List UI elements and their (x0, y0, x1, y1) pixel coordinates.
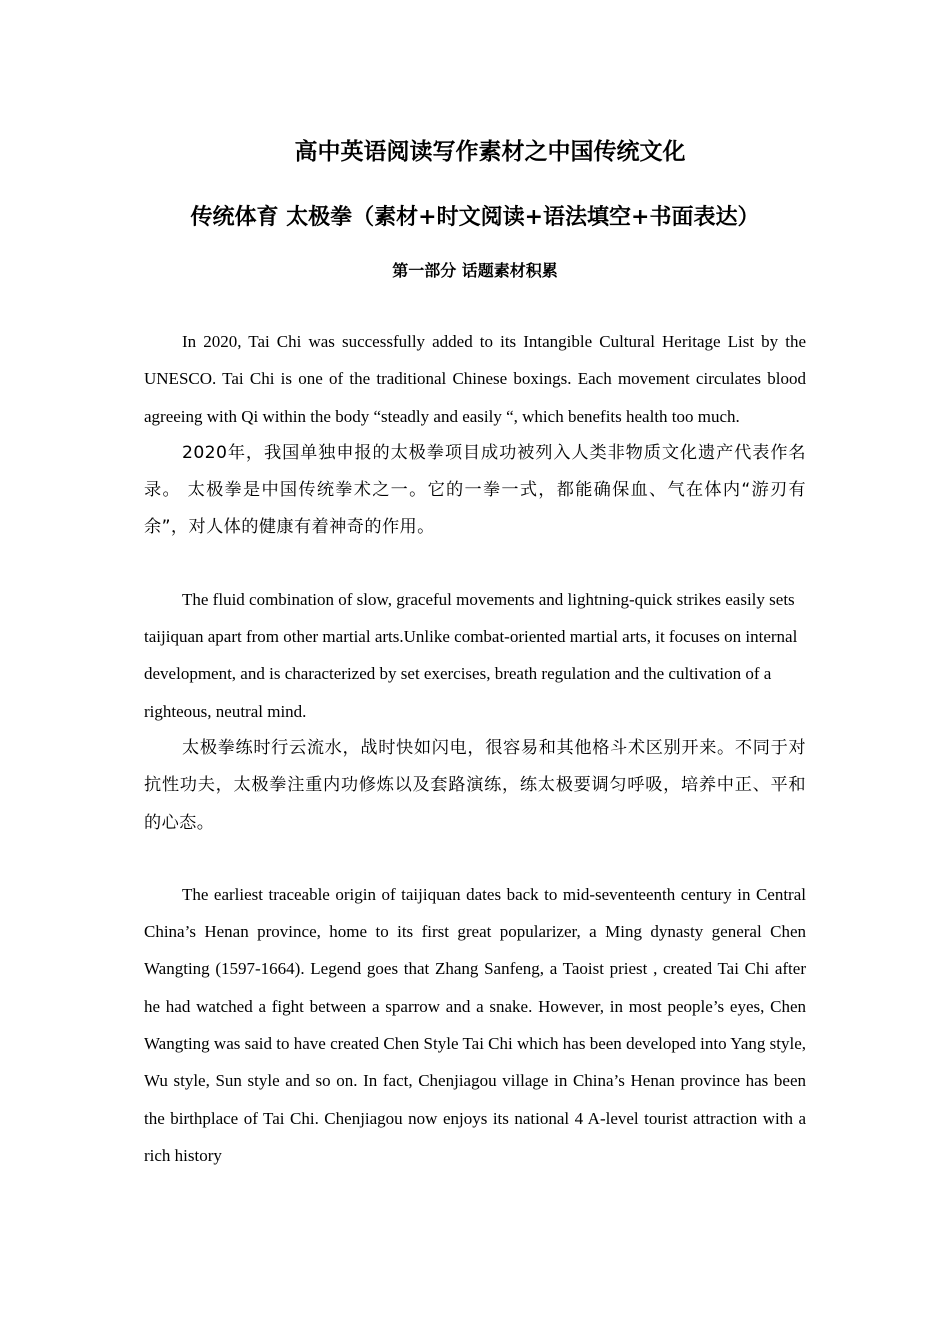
document-body (144, 323, 806, 1174)
paragraph-gap (144, 842, 806, 876)
paragraph-2-english: The fluid combination of slow, graceful movements and lightning-quick strikes easily sets taijiquan apart from other martial arts.Unlike combat-oriented martial arts, it focuses on internal development, and is characterized by set exercises, breath regulation and the cultivation of a righteous, neutral mind. (144, 589, 798, 721)
document-title: 高中英语阅读写作素材之中国传统文化 (294, 138, 686, 165)
paragraph-gap (144, 547, 806, 581)
paragraph-1-english: In 2020, Tai Chi was successfully added to its Intangible Cultural Heritage List by the UNESCO. Tai Chi is one of the traditional Chinese boxings. Each movement circulates blood agreeing with Qi within the body “steadly and easily “, which benefits health too much. (144, 332, 806, 426)
document-subtitle: 传统体育 太极拳（素材+时文阅读+语法填空+书面表达） (190, 204, 760, 230)
paragraph-1-chinese: 2020年，我国单独申报的太极拳项目成功被列入人类非物质文化遗产代表作名录。 太极拳是中国传统拳术之一。它的一拳一式，都能确保血、气在体内“游刃有余”，对人体的健康有着神奇的作用。 (144, 442, 806, 538)
section-heading: 第一部分 话题素材积累 (392, 261, 558, 280)
paragraph-3-english: The earliest traceable origin of taijiquan dates back to mid-seventeenth century in Central China’s Henan province, home to its first great popularizer, a Ming dynasty general Chen Wangting (1597-1664). Legend goes that Zhang Sanfeng, a Taoist priest , created Tai Chi after he had watched a fight between a sparrow and a snake. However, in most people’s eyes, Chen Wangting was said to have created Chen Style Tai Chi which has been developed into Yang style, Wu style, Sun style and so on. In fact, Chenjiagou village in China’s Henan province has been the birthplace of Tai Chi. Chenjiagou now enjoys its national 4 A-level tourist attraction with a rich history (144, 884, 806, 1165)
paragraph-2-chinese: 太极拳练时行云流水，战时快如闪电，很容易和其他格斗术区别开来。不同于对抗性功夫，太极拳注重内功修炼以及套路演练，练太极要调匀呼吸，培养中正、平和的心态。 (144, 737, 806, 833)
